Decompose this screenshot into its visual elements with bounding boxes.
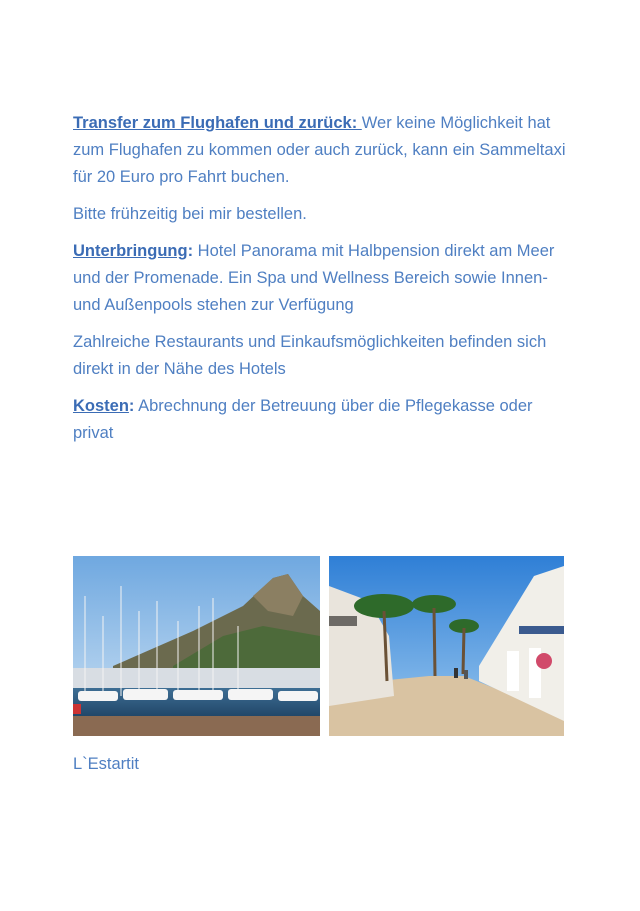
- transfer-label: Transfer zum Flughafen und zurück:: [73, 114, 362, 132]
- restaurants-paragraph: Zahlreiche Restaurants und Einkaufsmöglichkeiten befinden sich direkt in der Nähe des Hotels: [73, 333, 547, 378]
- photo-row: [73, 556, 564, 736]
- transfer-paragraph: [73, 110, 573, 191]
- costs-paragraph: [73, 393, 573, 447]
- promenade-photo: [329, 556, 564, 736]
- accommodation-paragraph: [73, 238, 573, 319]
- document-body: [73, 110, 573, 457]
- accommodation-label: Unterbringung: [73, 242, 188, 260]
- accommodation-text: Hotel Panorama mit Halbpension direkt am Meer und der Promenade. Ein Spa und Wellness Bereich sowie Innen- und Außenpools stehen zur Verfügung: [73, 242, 555, 314]
- costs-label: Kosten: [73, 397, 129, 415]
- photo-caption: L`Estartit: [73, 755, 140, 773]
- costs-colon: :: [128, 397, 135, 415]
- transfer-text: Wer keine Möglichkeit hat zum Flughafen zu kommen oder auch zurück, kann ein Sammeltaxi für 20 Euro pro Fahrt buchen.: [73, 114, 566, 186]
- order-note: Bitte frühzeitig bei mir bestellen.: [73, 205, 307, 223]
- harbor-photo: [73, 556, 320, 736]
- costs-text: Abrechnung der Betreuung über die Pflegekasse oder privat: [73, 397, 533, 442]
- accommodation-colon: :: [187, 242, 194, 260]
